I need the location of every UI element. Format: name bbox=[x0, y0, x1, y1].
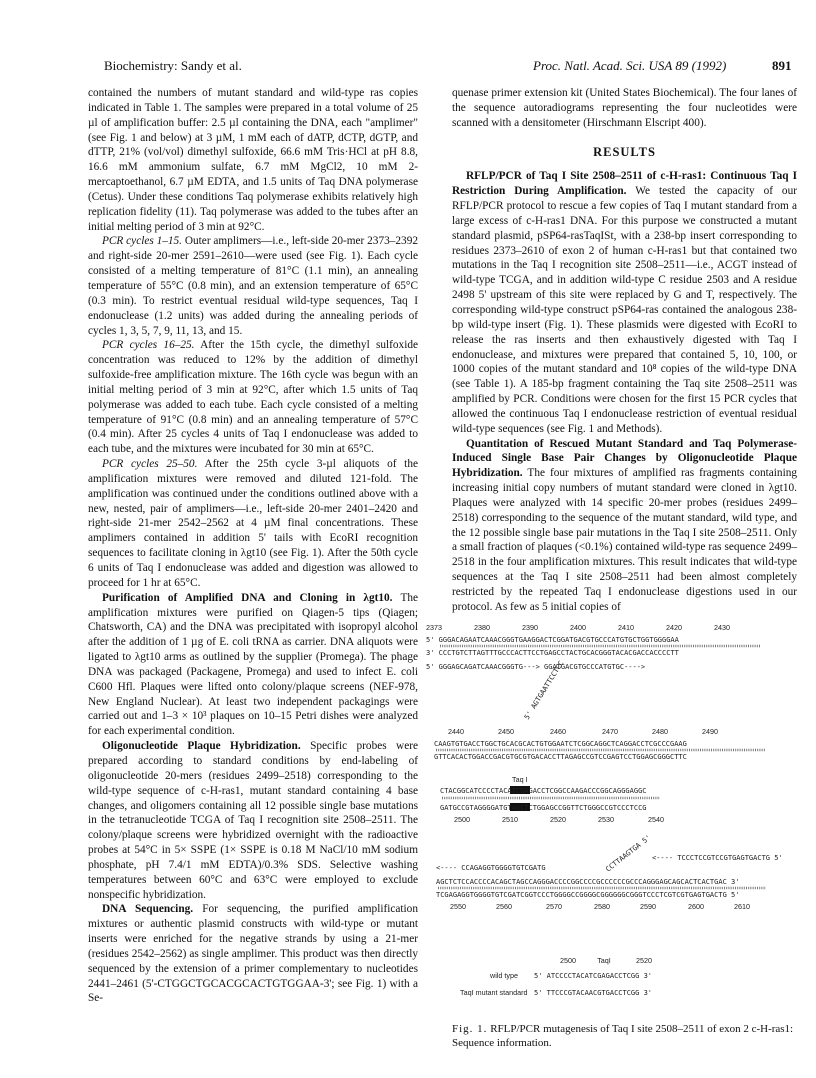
position-number: 2540 bbox=[648, 815, 664, 824]
page-number: 891 bbox=[772, 58, 792, 73]
row4-bottom-strand: TCGAGAGGTGGGGTGTCGATCGGTCCCTGGGGCCGGGGCGGGGGGCGGGTCCCTCGTCGTGAGTGACTG 5' bbox=[436, 891, 740, 899]
position-number: 2500 bbox=[454, 815, 470, 824]
row1-bottom-strand: 3' CCCTGTCTTAGTTTGCCCACTTCCTGAGCCTACTGCACGGGTACACGACCACCCCTT bbox=[426, 649, 679, 657]
paragraph bbox=[88, 739, 418, 902]
position-number: 2590 bbox=[640, 902, 656, 911]
position-number: 2420 bbox=[666, 623, 682, 632]
results-subheading: Quantitation of Rescued Mutant Standard and Taq Polymerase-Induced Single Base Pair Changes by Oligonucleotide Plaque Hybridization. bbox=[452, 437, 797, 480]
paragraph bbox=[88, 591, 418, 739]
figure-caption bbox=[452, 1022, 797, 1050]
results-heading: RESULTS bbox=[593, 144, 656, 159]
position-number: 2520 bbox=[550, 815, 566, 824]
row3-bottom-strand: GATGCCGTAGGGGATGTAGCTCTGGAGCCGGTTCTGGGCCGTCCCTCCG bbox=[440, 804, 647, 812]
position-number: TaqI bbox=[597, 956, 611, 965]
position-number: 2390 bbox=[522, 623, 538, 632]
position-number: 2450 bbox=[498, 727, 514, 736]
position-number: 2560 bbox=[496, 902, 512, 911]
row4-primer-left: <---- CCAGAGGTGGGGTGTCGATG bbox=[436, 864, 546, 872]
wild-type-sequence: 5' ATCCCCTACATCGAGACCTCGG 3' bbox=[534, 972, 653, 980]
position-number: 2460 bbox=[550, 727, 566, 736]
row3-top-strand: CTACGGCATCCCCTACATCGAGACCTCGGCCAAGACCCGGCAGGGAGGC bbox=[440, 787, 647, 795]
paragraph-heading: Purification of Amplified DNA and Cloning in λgt10. bbox=[102, 591, 393, 604]
figure-caption-label: Fig. 1. bbox=[452, 1023, 488, 1035]
ecori-tail-left: 5' AGTGAATTCCTCC bbox=[522, 659, 566, 722]
mutant-standard-sequence: 5' TTCCCGTACAACGTGACCTCGG 3' bbox=[534, 989, 653, 997]
position-number: 2520 bbox=[636, 956, 652, 965]
position-number: 2570 bbox=[546, 902, 562, 911]
position-number: 2510 bbox=[502, 815, 518, 824]
position-number: 2440 bbox=[448, 727, 464, 736]
mutant-standard-label: TaqI mutant standard bbox=[460, 988, 528, 997]
row3-tick-numbers bbox=[454, 815, 664, 824]
paragraph-text: We tested the capacity of our RFLP/PCR protocol to rescue a few copies of Taq I mutant standard from a large excess of c-H-ras1 DNA. For this purpose we constructed a mutant standard plasmid, pSP64-rasTaqISt, with a 238-bp insert corresponding to residues 2373–2610 of exon 2 of human c-H-ras1 but that contained two mutations in the Taq I recognition site 2508–2511—i.e., ACGT instead of wild-type TCGA, and in addition wild-type C residue 2503 and A residue 2498 5' upstream of this site were replaced by G and T, respectively. The corresponding wild-type construct pSP64-ras contained the analogous 238-bp wild-type insert (Fig. 1). These plasmids were digested with EcoRI to release the ras inserts and then exhaustively digested with Taq I endonuclease, and mixtures were prepared that contained 5, 10, 100, or 1000 copies of the mutant standard and 10⁸ copies of the wild-type DNA (see Table 1). A 185-bp fragment containing the Taq site 2508–2511 was amplified by PCR. Conditions were chosen for the first 15 PCR cycles that allowed the continuous Taq I endonuclease restriction of eventual residual wild-type sequences (see Fig. 1 and Methods). bbox=[452, 185, 797, 435]
paragraph-heading: DNA Sequencing. bbox=[102, 903, 194, 916]
figure-caption-text: RFLP/PCR mutagenesis of Taq I site 2508–2511 of exon 2 c-H-ras1: Sequence information. bbox=[452, 1023, 794, 1049]
row4-primer-right: <---- TCCCTCCGTCCGTGAGTGACTG 5' bbox=[652, 854, 783, 862]
position-number: 2580 bbox=[594, 902, 610, 911]
right-column bbox=[452, 86, 797, 615]
paragraph bbox=[88, 86, 418, 234]
row1-tick-numbers bbox=[426, 623, 730, 632]
left-column bbox=[88, 86, 418, 1006]
position-number: 2373 bbox=[426, 623, 442, 632]
row4-top-strand: AGCTCTCCACCCCACAGCTAGCCAGGGACCCCGGCCCCGCCCCCCGCCCAGGGAGCAGCACTCACTGAC 3' bbox=[436, 878, 740, 886]
paragraph-heading: PCR cycles 16–25. bbox=[102, 339, 195, 352]
paragraph-text: Outer amplimers—i.e., left-side 20-mer 2373–2392 and right-side 20-mer 2591–2610—were used (see Fig. 1). Each cycle consisted of a melting temperature of 81°C (1.1 min), an annealing temperature of 55°C (0.8 min), and an extension temperature of 65°C (0.3 min). To restrict eventual residual wild-type sequences, Taq I endonuclease (1.2 units) was added during the annealing periods of cycles 1, 3, 5, 7, 9, 11, 13, and 15. bbox=[88, 235, 418, 337]
figure-1-sequence-diagram bbox=[420, 622, 790, 1002]
position-number: 2610 bbox=[734, 902, 750, 911]
row1-top-strand: 5' GGGACAGAATCAAACGGGTGAAGGACTCGGATGACGTGCCCATGTGCTGGTGGGGAA bbox=[426, 636, 679, 644]
position-number: 2410 bbox=[618, 623, 634, 632]
wild-type-label: wild type bbox=[490, 971, 518, 980]
paragraph-text: contained the numbers of mutant standard and wild-type ras copies indicated in Table 1. The samples were prepared in a total volume of 25 µl of amplification buffer: 2.5 µl containing the DNA, each "amplimer" (see Fig. 1 and below) at 3 µM, 1 mM each of dATP, dCTP, dGTP, and dTTP, 21% (vol/vol) dimethyl sulfoxide, 66.6 mM Tris·HCl at pH 8.8, 16.6 mM ammonium sulfate, 6.7 mM MgCl2, 10 mM 2-mercaptoethanol, 6.7 µM EDTA, and 1.5 units of Taq DNA polymerase (Cetus). Under these conditions Taq polymerase exhibits relatively high replication fidelity (11). Taq polymerase was added to the tubes after an initial melting period of 3 min at 92°C. bbox=[88, 87, 418, 233]
position-number: 2400 bbox=[570, 623, 586, 632]
paragraph-text: After the 25th cycle 3-µl aliquots of the amplification mixtures were removed and diluted 121-fold. The amplification was continued under the conditions outlined above with a new, nested, pair of amplimers—i.e., left-side 20-mer 2401–2420 and right-side 21-mer 2542–2562 at 4 µM final concentrations. These amplimers contained in addition 5' tails with EcoRI recognition sequences to facilitate cloning in λgt10 (see Fig. 1). After the 50th cycle 6 units of Taq I endonuclease was added and digestion was allowed to proceed for 1 hr at 65°C. bbox=[88, 458, 418, 589]
paragraph-text: Specific probes were prepared according to standard conditions by end-labeling of oligonucleotide 20-mers (residues 2499–2518) corresponding to the wild-type sequence of c-H-ras1, mutant standard containing 4 base changes, and oligomers containing all 12 possible single base mutations in the tetranucleotide TCGA of Taq I recognition site 2508–2511. The colony/plaque screens were hybridized overnight with the radioactive probes at 54°C in 5× SSPE (1× SSPE is 0.18 M NaCl/10 mM sodium phosphate, pH 7.4/1 mM EDTA)/0.3% SDS. Selective washing temperatures between 60°C and 63°C were employed to exclude nonspecific hybridization. bbox=[88, 740, 418, 901]
ecori-tail-right: CCTTAAGTGA 5' bbox=[604, 833, 653, 874]
paragraph-heading: Oligonucleotide Plaque Hybridization. bbox=[102, 740, 301, 753]
results-paragraph bbox=[452, 169, 797, 436]
paragraph bbox=[88, 457, 418, 591]
row4-tick-numbers bbox=[450, 902, 750, 911]
paragraph-text: After the 15th cycle, the dimethyl sulfoxide concentration was reduced to 12% by the addition of dimethyl sulfoxide-free amplification mixture. The 16th cycle was begun with an initial melting period of 3 min at 92°C, after which 1.5 units of Taq polymerase was added to each tube. Each cycle consisted of a melting temperature of 91°C (0.8 min) and an annealing temperature of 57°C (0.4 min). After 25 cycles 4 units of Taq I endonuclease was added to each tube, and the mixtures were incubated for 30 min at 65°C. bbox=[88, 339, 418, 456]
paragraph-text: For sequencing, the purified amplification mixtures or authentic plasmid constructs with wild-type or mutant inserts were enriched for the negative strands by using a 21-mer (residues 2542–2562) as single amplimer. This product was then directly sequenced by the extension of a primer complementary to nucleotides 2441–2461 (5'-CTGGCTGCACGCACTGTGGAA-3'; see Fig. 1) with a Se- bbox=[88, 903, 418, 1005]
row2-tick-numbers bbox=[448, 727, 718, 736]
paragraph-text: The four mixtures of amplified ras fragments containing increasing initial copy numbers of mutant standard were cloned in λgt10. Plaques were analyzed with 14 specific 20-mer probes (residues 2499–2518) corresponding to the sequence of the mutant standard, wild type, and the 12 possible single base pair mutations in the Taq I site 2508–2511. Only a small fraction of plaques (<0.1%) contained wild-type ras sequence 2499–2518 in the four amplification mixtures. This result indicates that wild-type sequences at the Taq I site 2508–2511 had been almost completely restricted by the repeated Taq I endonuclease digestions used in our protocol. As few as 5 initial copies of bbox=[452, 467, 798, 613]
row2-top-strand: CAAGTGTGACCTGGCTGCACGCACTGTGGAATCTCGGCAGGCTCAGGACCTCGCCCGAAG bbox=[434, 740, 687, 748]
position-number: 2470 bbox=[602, 727, 618, 736]
position-number: 2380 bbox=[474, 623, 490, 632]
paragraph bbox=[88, 234, 418, 338]
running-header-journal: Proc. Natl. Acad. Sci. USA 89 (1992) bbox=[533, 58, 727, 73]
comparison-tick-numbers bbox=[560, 956, 652, 965]
position-number: 2500 bbox=[560, 956, 576, 965]
position-number: 2530 bbox=[598, 815, 614, 824]
results-subheading: RFLP/PCR of Taq I Site 2508–2511 of c-H-ras1: Continuous Taq I Restriction During Amplification. bbox=[452, 170, 797, 198]
paragraph-text: The amplification mixtures were purified on Qiagen-5 tips (Qiagen; Chatsworth, CA) and the DNA was precipitated with isopropyl alcohol after the addition of 1 µg of E. coli tRNA as carrier. DNA aliquots were ligated to λgt10 arms as outlined by the supplier (Promega). The phage DNA was packaged (Packagene, Promega) and used to infect E. coli C600 Hfl. Plaques were lifted onto colony/plaque screens (NEF-978, New England Nuclear). At least two independent packagings were carried out and 1–3 × 10³ plaques on 10–15 Petri dishes were analyzed for each experimental condition. bbox=[88, 591, 419, 738]
position-number: 2430 bbox=[714, 623, 730, 632]
position-number: 2600 bbox=[688, 902, 704, 911]
paragraph bbox=[88, 902, 418, 1006]
paragraph-heading: PCR cycles 1–15. bbox=[102, 235, 183, 248]
methods-continuation: quenase primer extension kit (United States Biochemical). The four lanes of the sequence autoradiograms representing the four nucleotides were scanned with a densitometer (Hirschmann Elscript 400). bbox=[452, 87, 797, 129]
paragraph bbox=[88, 338, 418, 457]
position-number: 2550 bbox=[450, 902, 466, 911]
taq-i-site-label: Taq I bbox=[512, 775, 528, 784]
results-paragraph bbox=[452, 437, 797, 615]
row1-primer: 5' GGGAGCAGATCAAACGGGTG---> GGATGACGTGCCCATGTGC----> bbox=[426, 663, 646, 671]
running-header-left: Biochemistry: Sandy et al. bbox=[104, 58, 242, 73]
position-number: 2490 bbox=[702, 727, 718, 736]
row2-bottom-strand: GTTCACACTGGACCGACGTGCGTGACACCTTAGAGCCGTCCGAGTCCTGGAGCGGGCTTC bbox=[434, 753, 687, 761]
paragraph-heading: PCR cycles 25–50. bbox=[102, 458, 198, 471]
position-number: 2480 bbox=[652, 727, 668, 736]
